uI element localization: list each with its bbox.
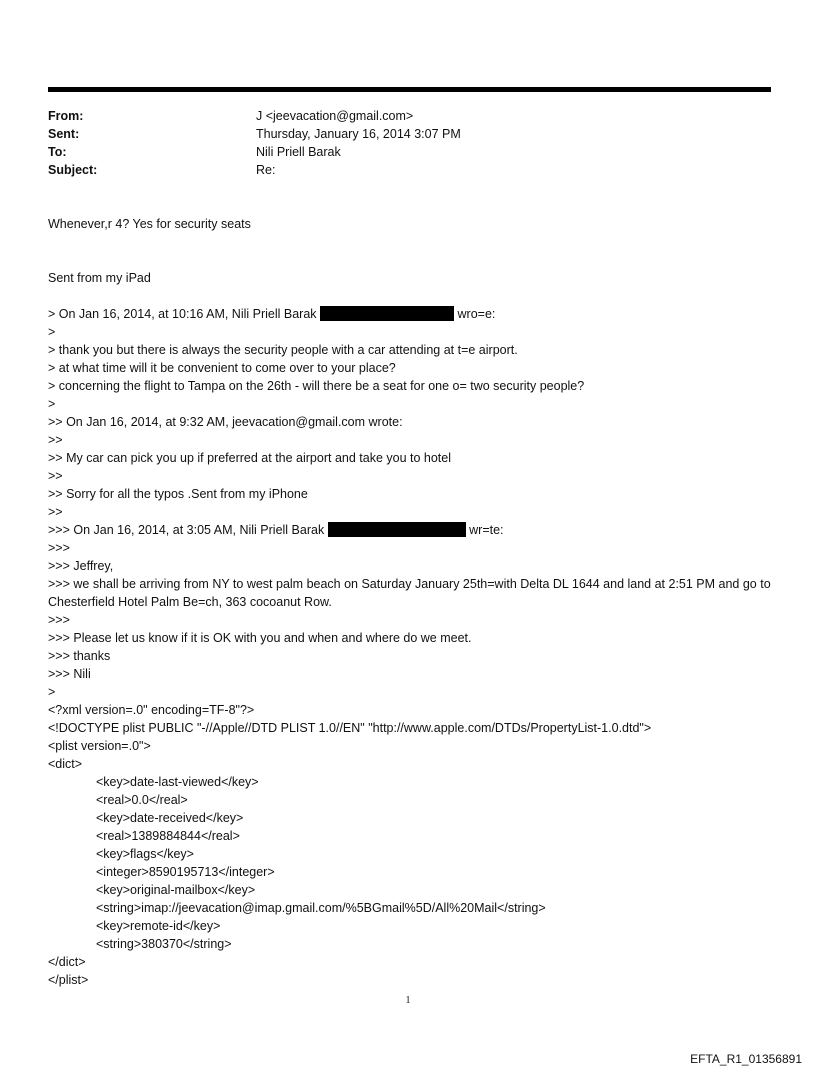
quoted-line: >> xyxy=(48,505,63,519)
subject-value: Re: xyxy=(256,163,276,177)
page-number: 1 xyxy=(405,995,411,1006)
plist-line: </dict> xyxy=(48,955,86,969)
plist-line: <dict> xyxy=(48,757,83,771)
quoted-line: >> xyxy=(48,433,63,447)
plist-line: <string>380370</string> xyxy=(96,937,232,951)
quoted-line: >>> xyxy=(48,613,70,627)
quoted-text: >>> On Jan 16, 2014, at 3:05 AM, Nili Priell Barak xyxy=(48,523,328,537)
to-label: To: xyxy=(48,145,67,159)
plist-line: <integer>8590195713</integer> xyxy=(96,865,275,879)
body-line: Sent from my iPad xyxy=(48,271,151,285)
quoted-line: >>> Jeffrey, xyxy=(48,559,114,573)
sent-value: Thursday, January 16, 2014 3:07 PM xyxy=(256,127,461,141)
quoted-line: >>> thanks xyxy=(48,649,111,663)
plist-line: <key>original-mailbox</key> xyxy=(96,883,256,897)
plist-line: <plist version=.0"> xyxy=(48,739,151,753)
quoted-text: wr=te: xyxy=(465,523,504,537)
from-value: J <jeevacation@gmail.com> xyxy=(256,109,414,123)
plist-line: </plist> xyxy=(48,973,89,987)
to-value: Nili Priell Barak xyxy=(256,145,341,159)
quoted-line: >> xyxy=(48,469,63,483)
quoted-line xyxy=(48,521,504,539)
plist-line: <real>0.0</real> xyxy=(96,793,188,807)
body-line: Whenever,r 4? Yes for security seats xyxy=(48,217,251,231)
plist-line: <!DOCTYPE plist PUBLIC "-//Apple//DTD PLIST 1.0//EN" "http://www.apple.com/DTDs/PropertyList-1.0.dtd"> xyxy=(48,721,652,735)
quoted-line: >>> we shall be arriving from NY to west palm beach on Saturday January 25th=with Delta DL 1644 and land at 2:51 PM and go to Chesterfield Hotel Palm Be=ch, 363 cocoanut Row. xyxy=(48,577,771,609)
quoted-line: >> My car can pick you up if preferred at the airport and take you to hotel xyxy=(48,451,452,465)
quoted-line: >> On Jan 16, 2014, at 9:32 AM, jeevacation@gmail.com wrote: xyxy=(48,415,403,429)
quoted-text: > On Jan 16, 2014, at 10:16 AM, Nili Priell Barak xyxy=(48,307,321,321)
quoted-line: >>> Please let us know if it is OK with you and when and where do we meet. xyxy=(48,631,472,645)
plist-line: <real>1389884844</real> xyxy=(96,829,240,843)
quoted-line: > thank you but there is always the security people with a car attending at t=e airport. xyxy=(48,343,518,357)
quoted-line: > concerning the flight to Tampa on the 26th - will there be a seat for one o= two security people? xyxy=(48,379,585,393)
plist-line: <string>imap://jeevacation@imap.gmail.com/%5BGmail%5D/All%20Mail</string> xyxy=(96,901,546,915)
quoted-line: >>> Nili xyxy=(48,667,91,681)
header-rule xyxy=(48,87,771,92)
plist-line: <key>date-received</key> xyxy=(96,811,244,825)
bates-number: EFTA_R1_01356891 xyxy=(690,1052,802,1066)
plist-line: <key>remote-id</key> xyxy=(96,919,221,933)
quoted-line: > xyxy=(48,397,56,411)
plist-line: <key>flags</key> xyxy=(96,847,194,861)
from-label: From: xyxy=(48,109,84,123)
sent-label: Sent: xyxy=(48,127,80,141)
quoted-line: >>> xyxy=(48,541,70,555)
quoted-line: > at what time will it be convenient to come over to your place? xyxy=(48,361,396,375)
quoted-line: > xyxy=(48,325,56,339)
quoted-line: >> Sorry for all the typos .Sent from my iPhone xyxy=(48,487,308,501)
quoted-text: wro=e: xyxy=(454,307,496,321)
quoted-line: > xyxy=(48,685,56,699)
plist-line: <?xml version=.0" encoding=TF-8"?> xyxy=(48,703,255,717)
redaction-box xyxy=(320,306,454,321)
subject-label: Subject: xyxy=(48,163,98,177)
quoted-line xyxy=(48,305,495,323)
redaction-box xyxy=(328,522,466,537)
plist-line: <key>date-last-viewed</key> xyxy=(96,775,259,789)
